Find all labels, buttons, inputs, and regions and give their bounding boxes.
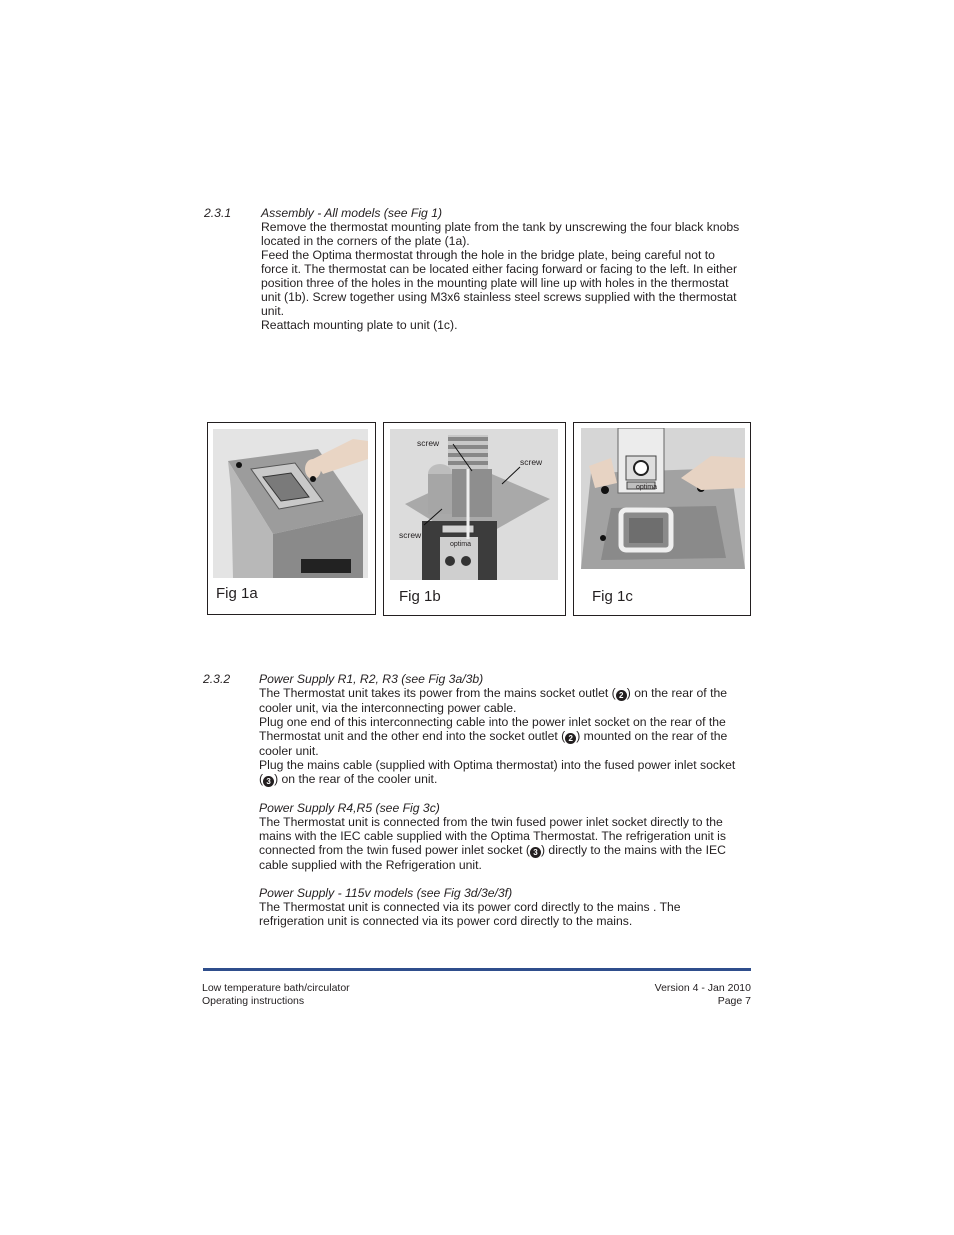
footer-page-number: Page 7 xyxy=(717,995,751,1007)
number-3-icon: 3 xyxy=(263,776,274,787)
figure-1a-photo xyxy=(213,429,368,578)
footer-left xyxy=(202,982,350,1008)
paragraph-line xyxy=(259,729,759,744)
callout-screw-top: screw xyxy=(417,438,440,448)
text-run: ( xyxy=(259,772,264,786)
number-2-icon: 2 xyxy=(616,690,627,701)
section-2-3-2-heading: Power Supply R1, R2, R3 (see Fig 3a/3b) xyxy=(259,672,484,686)
paragraph-line: unit. xyxy=(261,304,285,318)
figure-1b xyxy=(383,422,566,616)
text-run: ) directly to the mains with the IEC xyxy=(540,843,726,857)
section-number-2-3-1: 2.3.1 xyxy=(204,206,232,220)
figure-1c xyxy=(573,422,751,616)
section-2-3-2-body xyxy=(259,672,759,928)
paragraph-line: Plug one end of this interconnecting cable into the power inlet socket on the rear of the xyxy=(259,715,726,729)
paragraph-line: mains with the IEC cable supplied with the Optima Thermostat. The refrigeration unit is xyxy=(259,829,726,843)
paragraph-line xyxy=(259,686,759,701)
paragraph-line: The Thermostat unit is connected via its power cord directly to the mains . The xyxy=(259,900,681,914)
paragraph-line: Plug the mains cable (supplied with Optima thermostat) into the fused power inlet socket xyxy=(259,758,736,772)
device-label: optima xyxy=(450,541,472,548)
paragraph-line: The Thermostat unit is connected from the twin fused power inlet socket directly to the xyxy=(259,815,723,829)
paragraph-line: refrigeration unit is connected via its power cord directly to the mains. xyxy=(259,914,633,928)
paragraph-line: position three of the holes in the mounting plate will line up with holes in the thermostat xyxy=(261,276,729,290)
paragraph-line: Feed the Optima thermostat through the hole in the bridge plate, being careful not to xyxy=(261,248,715,262)
figure-1c-label: Fig 1c xyxy=(592,588,633,605)
text-run: ) mounted on the rear of the xyxy=(576,729,728,743)
subheading-r4-r5: Power Supply R4,R5 (see Fig 3c) xyxy=(259,801,440,815)
section-2-3-1-heading: Assembly - All models (see Fig 1) xyxy=(261,206,443,220)
callout-screw-left: screw xyxy=(399,530,422,540)
number-3-icon: 3 xyxy=(530,847,541,858)
paragraph-line: force it. The thermostat can be located either facing forward or facing to the left. In either xyxy=(261,262,738,276)
text-run: Thermostat unit and the other end into the socket outlet ( xyxy=(259,729,566,743)
text-run: connected from the twin fused power inlet socket ( xyxy=(259,843,530,857)
paragraph-line: cooler unit, via the interconnecting power cable. xyxy=(259,701,517,715)
text-run: The Thermostat unit takes its power from the mains socket outlet ( xyxy=(259,686,616,700)
section-2-3-1-body xyxy=(261,206,761,332)
footer-doc-type: Operating instructions xyxy=(202,995,305,1007)
section-number-2-3-2: 2.3.2 xyxy=(203,672,231,686)
paragraph-line: cooler unit. xyxy=(259,744,319,758)
number-2-icon: 2 xyxy=(565,733,576,744)
text-run: ) on the rear of the xyxy=(626,686,728,700)
device-label: optima xyxy=(636,484,658,491)
paragraph-line: Reattach mounting plate to unit (1c). xyxy=(261,318,458,332)
figure-1a-label: Fig 1a xyxy=(216,585,258,602)
paragraph-line: cable supplied with the Refrigeration unit. xyxy=(259,858,482,872)
footer-right xyxy=(655,982,751,1008)
footer-version: Version 4 - Jan 2010 xyxy=(654,982,751,994)
footer-product: Low temperature bath/circulator xyxy=(202,982,350,994)
paragraph-line: Remove the thermostat mounting plate from the tank by unscrewing the four black knobs xyxy=(261,220,740,234)
paragraph-line xyxy=(259,843,759,858)
subheading-115v: Power Supply - 115v models (see Fig 3d/3e/3f) xyxy=(259,886,513,900)
figure-1b-label: Fig 1b xyxy=(399,588,441,605)
figure-1a xyxy=(207,422,376,615)
callout-screw-right: screw xyxy=(520,457,543,467)
footer-rule xyxy=(203,968,751,971)
paragraph-line xyxy=(259,772,759,787)
figure-1c-photo xyxy=(581,428,745,569)
text-run: ) on the rear of the cooler unit. xyxy=(274,772,438,786)
paragraph-line: located in the corners of the plate (1a). xyxy=(261,234,470,248)
figure-1b-photo xyxy=(390,429,558,580)
paragraph-line: unit (1b). Screw together using M3x6 stainless steel screws supplied with the thermostat xyxy=(261,290,737,304)
